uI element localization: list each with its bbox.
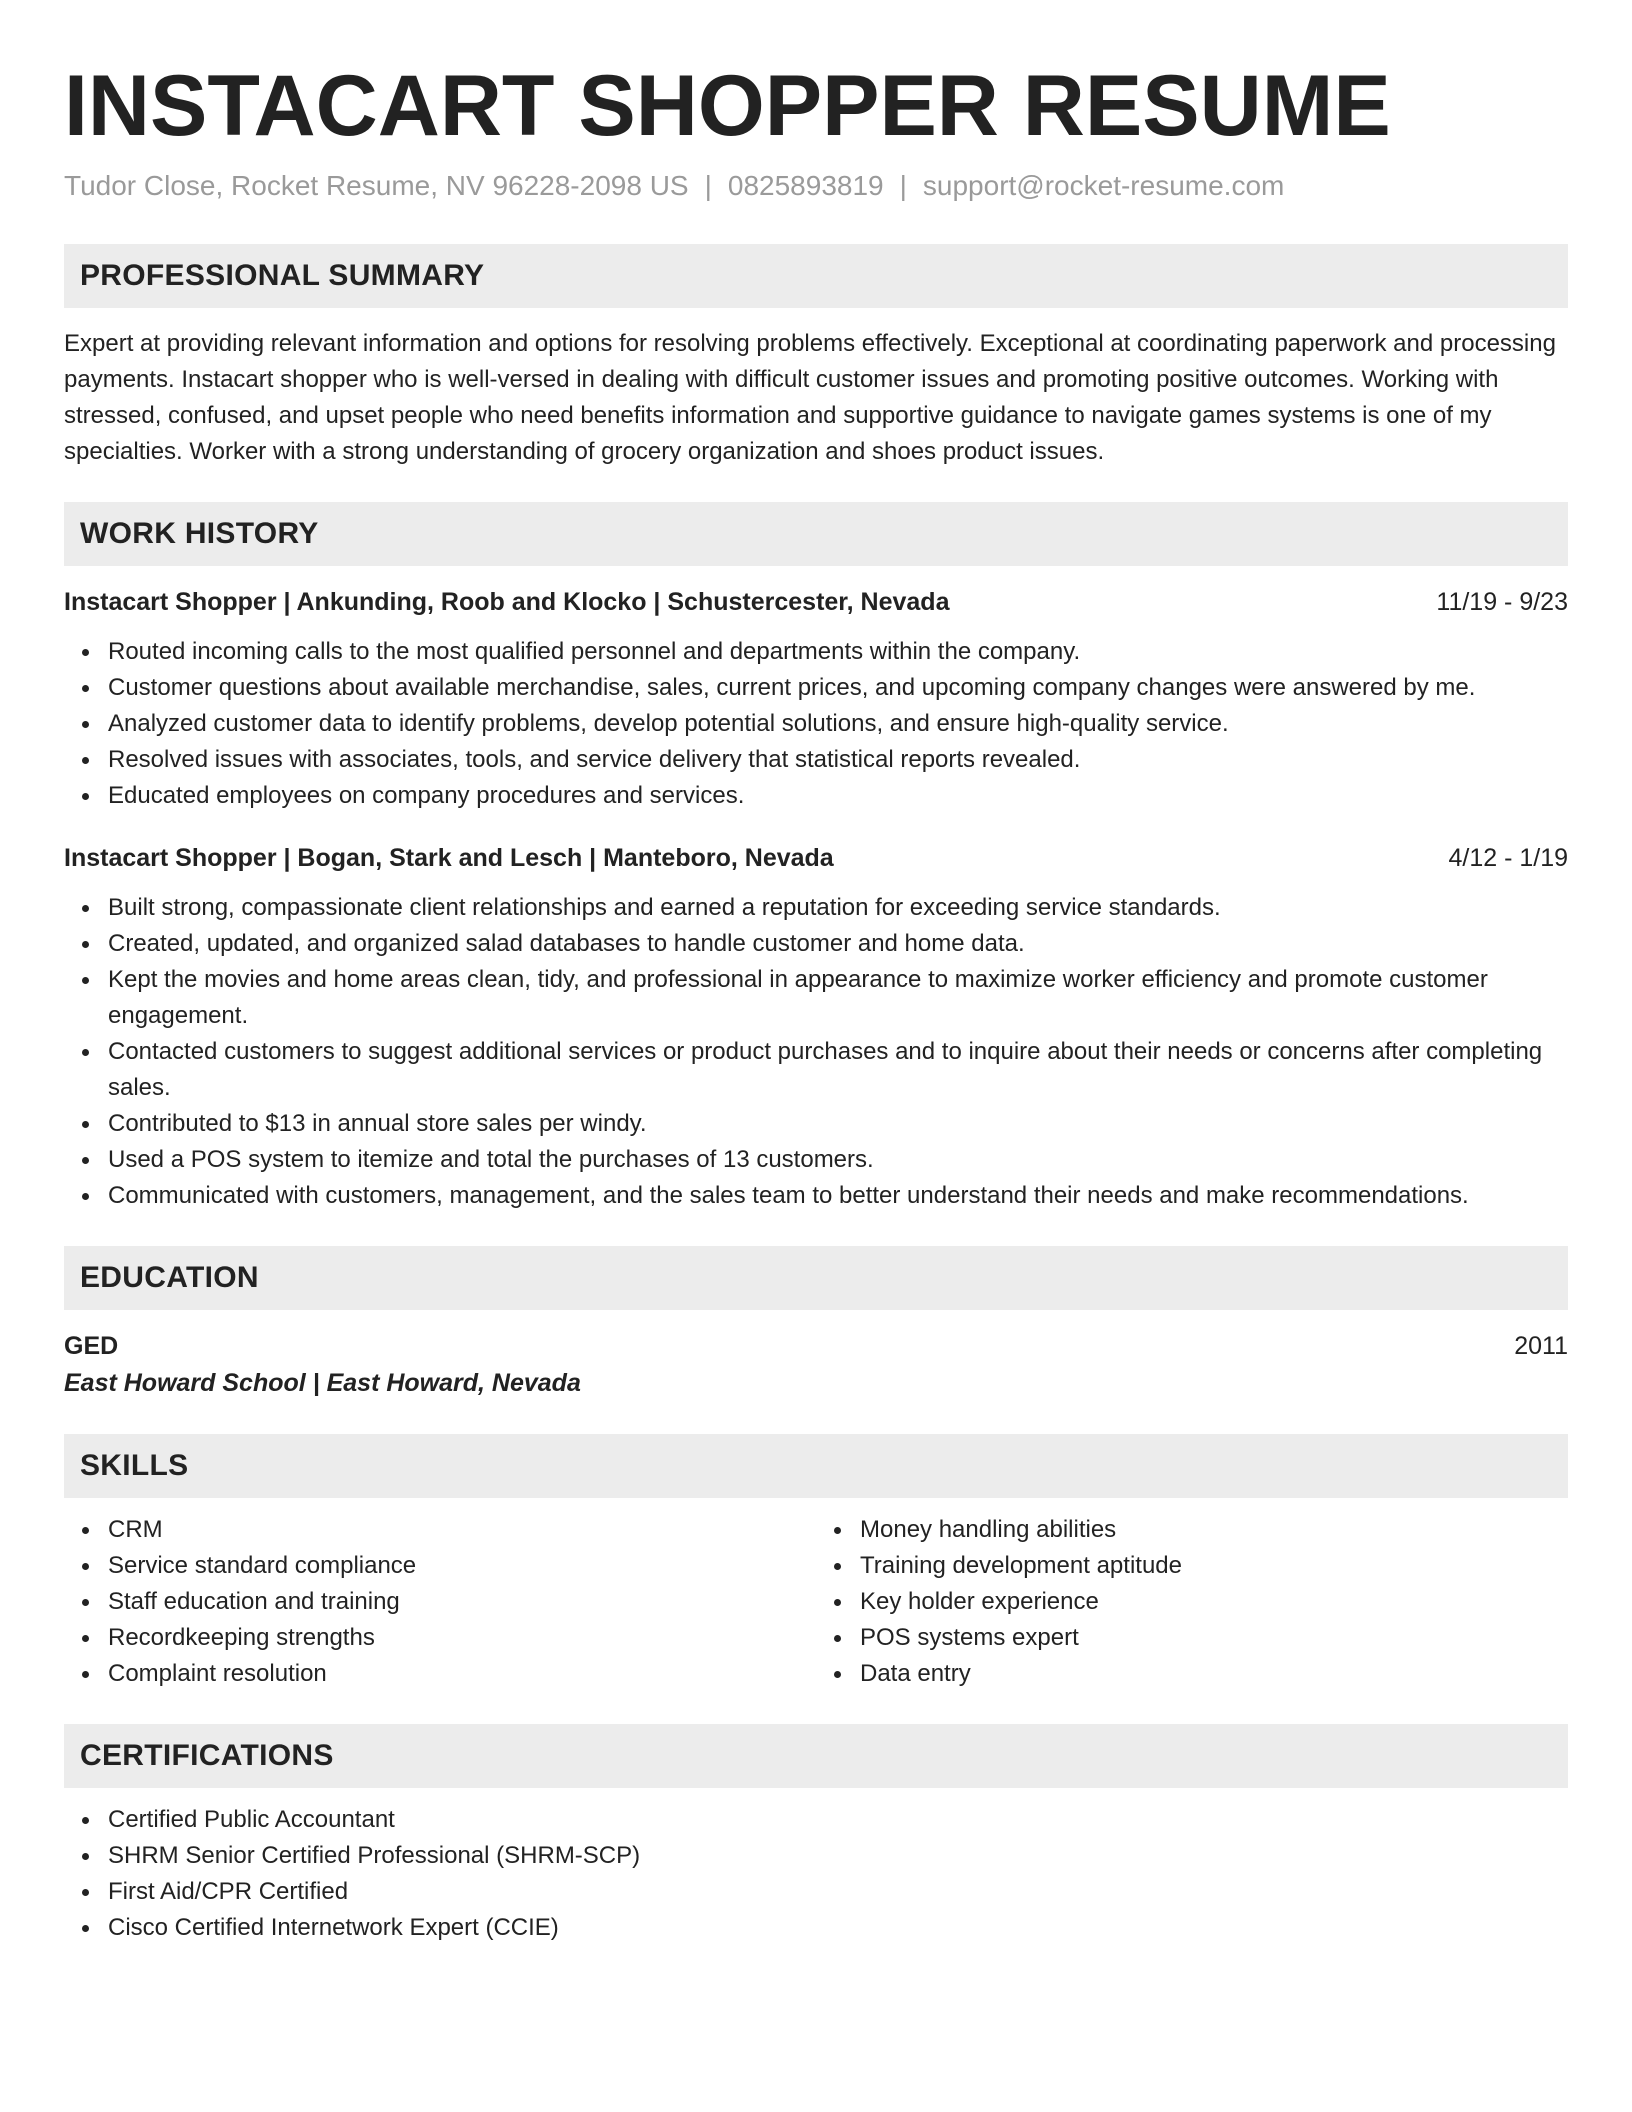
skill-text: Data entry	[860, 1660, 971, 1687]
education-school: East Howard School | East Howard, Nevada	[64, 1369, 581, 1397]
education-section	[64, 1246, 1568, 1402]
bullet-icon	[82, 905, 89, 912]
bullet-icon	[834, 1635, 841, 1642]
skill-text: Key holder experience	[860, 1588, 1099, 1615]
certification-text: Certified Public Accountant	[108, 1806, 395, 1833]
bullet-icon	[82, 1671, 89, 1678]
list-item	[108, 778, 1568, 814]
job-entry	[64, 840, 1568, 1214]
list-item	[108, 1142, 1568, 1178]
job-header	[64, 840, 1568, 876]
list-item	[108, 1802, 1568, 1838]
list-item	[108, 1910, 1568, 1946]
list-item-text: Contacted customers to suggest additional services or product purchases and to inquire about their needs or concerns after completing sales.	[108, 1038, 1543, 1101]
list-item-text: Educated employees on company procedures and services.	[108, 782, 745, 809]
list-item	[108, 1512, 816, 1548]
education-year: 2011	[1514, 1332, 1568, 1360]
bullet-icon	[82, 793, 89, 800]
education-degree: GED	[64, 1332, 119, 1360]
work-history-heading: WORK HISTORY	[64, 502, 1568, 566]
list-item-text: Resolved issues with associates, tools, and service delivery that statistical reports revealed.	[108, 746, 1081, 773]
skills-heading: SKILLS	[64, 1434, 1568, 1498]
contact-line	[64, 168, 1568, 204]
list-item	[108, 1838, 1568, 1874]
bullet-icon	[834, 1671, 841, 1678]
contact-separator: |	[704, 170, 712, 201]
list-item	[860, 1512, 1568, 1548]
list-item	[108, 1178, 1568, 1214]
skills-section	[64, 1434, 1568, 1692]
bullet-icon	[82, 1925, 89, 1932]
list-item	[860, 1548, 1568, 1584]
bullet-icon	[82, 1121, 89, 1128]
list-item	[108, 1874, 1568, 1910]
contact-address: Tudor Close, Rocket Resume, NV 96228-2098 US	[64, 170, 689, 201]
bullet-icon	[82, 1889, 89, 1896]
job-header	[64, 584, 1568, 620]
job-dates: 4/12 - 1/19	[1448, 844, 1568, 872]
list-item	[108, 1620, 816, 1656]
skill-text: Complaint resolution	[108, 1660, 327, 1687]
list-item-text: Contributed to $13 in annual store sales per windy.	[108, 1110, 647, 1137]
list-item-text: Communicated with customers, management, and the sales team to better understand their needs and make recommendations.	[108, 1182, 1469, 1209]
list-item	[108, 1656, 816, 1692]
list-item	[860, 1584, 1568, 1620]
job-title: Instacart Shopper | Bogan, Stark and Lesch | Manteboro, Nevada	[64, 844, 834, 872]
certification-text: First Aid/CPR Certified	[108, 1878, 349, 1905]
certifications-list	[64, 1802, 1568, 1946]
education-heading: EDUCATION	[64, 1246, 1568, 1310]
certification-text: Cisco Certified Internetwork Expert (CCIE)	[108, 1914, 559, 1941]
skill-text: Service standard compliance	[108, 1552, 417, 1579]
skills-list-left	[64, 1512, 816, 1692]
contact-phone: 0825893819	[727, 170, 884, 201]
bullet-icon	[82, 1599, 89, 1606]
resume-title: INSTACART SHOPPER RESUME	[64, 58, 1391, 154]
list-item-text: Built strong, compassionate client relationships and earned a reputation for exceeding service standards.	[108, 894, 1221, 921]
skills-columns	[64, 1498, 1568, 1692]
skill-text: POS systems expert	[860, 1624, 1079, 1651]
bullet-icon	[82, 685, 89, 692]
bullet-icon	[82, 1817, 89, 1824]
contact-email: support@rocket-resume.com	[922, 170, 1285, 201]
bullet-icon	[82, 1193, 89, 1200]
list-item	[108, 890, 1568, 926]
list-item-text: Created, updated, and organized salad databases to handle customer and home data.	[108, 930, 1025, 957]
work-history-section	[64, 502, 1568, 1214]
skill-text: Money handling abilities	[860, 1516, 1117, 1543]
bullet-icon	[82, 1049, 89, 1056]
education-entry	[64, 1328, 1568, 1364]
list-item	[108, 1584, 816, 1620]
certifications-heading: CERTIFICATIONS	[64, 1724, 1568, 1788]
contact-separator: |	[899, 170, 907, 201]
skills-list-right	[816, 1512, 1568, 1692]
bullet-icon	[834, 1599, 841, 1606]
list-item	[860, 1620, 1568, 1656]
summary-heading: PROFESSIONAL SUMMARY	[64, 244, 1568, 308]
skill-text: Training development aptitude	[860, 1552, 1182, 1579]
bullet-icon	[82, 757, 89, 764]
bullet-icon	[82, 649, 89, 656]
bullet-icon	[82, 941, 89, 948]
list-item-text: Used a POS system to itemize and total the purchases of 13 customers.	[108, 1146, 874, 1173]
skill-text: Staff education and training	[108, 1588, 400, 1615]
bullet-icon	[834, 1563, 841, 1570]
list-item	[108, 742, 1568, 778]
job-entry	[64, 584, 1568, 814]
bullet-icon	[82, 1157, 89, 1164]
certification-text: SHRM Senior Certified Professional (SHRM-SCP)	[108, 1842, 641, 1869]
job-dates: 11/19 - 9/23	[1436, 588, 1568, 616]
list-item	[108, 670, 1568, 706]
list-item	[108, 1548, 816, 1584]
list-item-text: Analyzed customer data to identify problems, develop potential solutions, and ensure high-quality service.	[108, 710, 1229, 737]
skill-text: Recordkeeping strengths	[108, 1624, 375, 1651]
bullet-icon	[834, 1527, 841, 1534]
bullet-icon	[82, 1635, 89, 1642]
list-item	[108, 706, 1568, 742]
list-item	[108, 1106, 1568, 1142]
list-item-text: Kept the movies and home areas clean, tidy, and professional in appearance to maximize worker efficiency and promote customer engagement.	[108, 966, 1488, 1029]
bullet-icon	[82, 721, 89, 728]
job-title: Instacart Shopper | Ankunding, Roob and Klocko | Schustercester, Nevada	[64, 588, 950, 616]
list-item-text: Customer questions about available merchandise, sales, current prices, and upcoming company changes were answered by me.	[108, 674, 1476, 701]
job-duties-list	[64, 634, 1568, 814]
list-item	[108, 926, 1568, 962]
list-item	[108, 1034, 1568, 1106]
list-item	[108, 962, 1568, 1034]
bullet-icon	[82, 1853, 89, 1860]
summary-text: Expert at providing relevant information and options for resolving problems effectively. Exceptional at coordinating paperwork and processing payments. Instacart shopper who is well-versed in dealing with difficult customer issues and promoting positive outcomes. Working with stressed, confused, and upset people who need benefits information and supportive guidance to navigate games systems is one of my specialties. Worker with a strong understanding of grocery organization and shoes product issues.	[64, 330, 1556, 465]
list-item	[860, 1656, 1568, 1692]
job-duties-list	[64, 890, 1568, 1214]
bullet-icon	[82, 1527, 89, 1534]
list-item-text: Routed incoming calls to the most qualified personnel and departments within the company.	[108, 638, 1081, 665]
bullet-icon	[82, 977, 89, 984]
skill-text: CRM	[108, 1516, 163, 1543]
certifications-section	[64, 1724, 1568, 1946]
list-item	[108, 634, 1568, 670]
summary-section	[64, 244, 1568, 470]
bullet-icon	[82, 1563, 89, 1570]
